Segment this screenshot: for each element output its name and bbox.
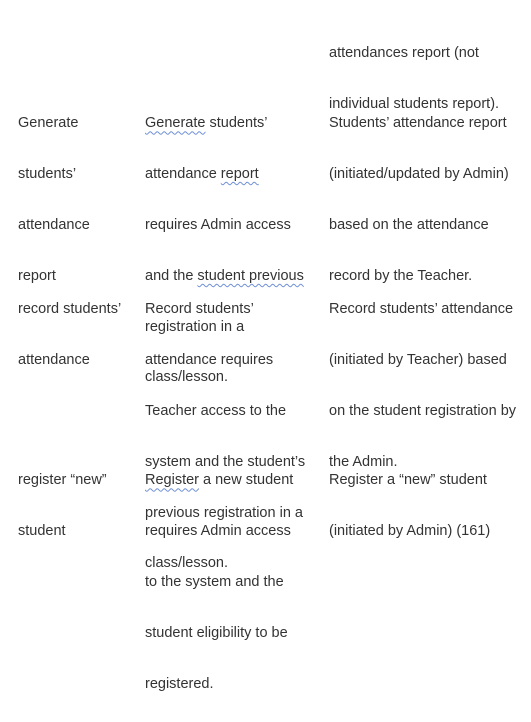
text-line: requires Admin access (145, 523, 291, 540)
text-line: requires Admin access (145, 217, 291, 234)
text-line: Students’ attendance report (329, 115, 507, 132)
text-line: Generate (18, 115, 79, 132)
text-line: (initiated by Teacher) based (329, 352, 507, 369)
spellcheck-word: Generate (145, 115, 206, 132)
text-line: (initiated/updated by Admin) (329, 166, 509, 183)
row3-use-case (18, 443, 136, 570)
row3-description (329, 443, 529, 570)
text-line: Register a “new” student (329, 472, 487, 489)
text-line: attendance (18, 352, 90, 369)
text-line: based on the attendance (329, 217, 489, 234)
text-line: student (18, 523, 66, 540)
row2-use-case (18, 272, 136, 399)
text-line: Record students’ attendance (329, 301, 514, 318)
text-line: system and the student’s (145, 453, 306, 470)
text-line: Teacher access to the (145, 403, 287, 420)
row3-precondition (145, 443, 321, 722)
text-line: attendances report (not (329, 45, 479, 62)
spellcheck-word: report (220, 166, 259, 183)
text-line: student eligibility to be (145, 624, 288, 641)
text-line: class/lesson. (145, 369, 229, 386)
text-line: registration in a (145, 318, 245, 335)
text-line: class/lesson. (145, 555, 229, 572)
text-line: Generate students’ (145, 115, 268, 132)
text-line: attendance report (145, 166, 259, 183)
text-line: Record students’ (145, 301, 254, 318)
text-line: previous registration in a (145, 504, 303, 521)
text-line: students’ (18, 166, 77, 183)
text-line: record students’ (18, 301, 122, 318)
text-line: (initiated by Admin) (161) (329, 523, 491, 540)
spellcheck-word: student previous (197, 267, 304, 284)
text-line: register “new” (18, 472, 107, 489)
text-line: on the student registration by (329, 403, 517, 420)
text-line: and the student previous (145, 267, 304, 284)
text-line: Register a new student (145, 472, 294, 489)
text-line: registered. (145, 675, 214, 692)
text-line: attendance (18, 217, 90, 234)
text-line: individual students report). (329, 96, 500, 113)
spellcheck-word: Register (145, 472, 199, 489)
text-line: attendance requires (145, 352, 274, 369)
text-line: the Admin. (329, 453, 398, 470)
text-line: record by the Teacher. (329, 267, 473, 284)
text-line: to the system and the (145, 574, 284, 591)
text-line: report (18, 267, 56, 284)
